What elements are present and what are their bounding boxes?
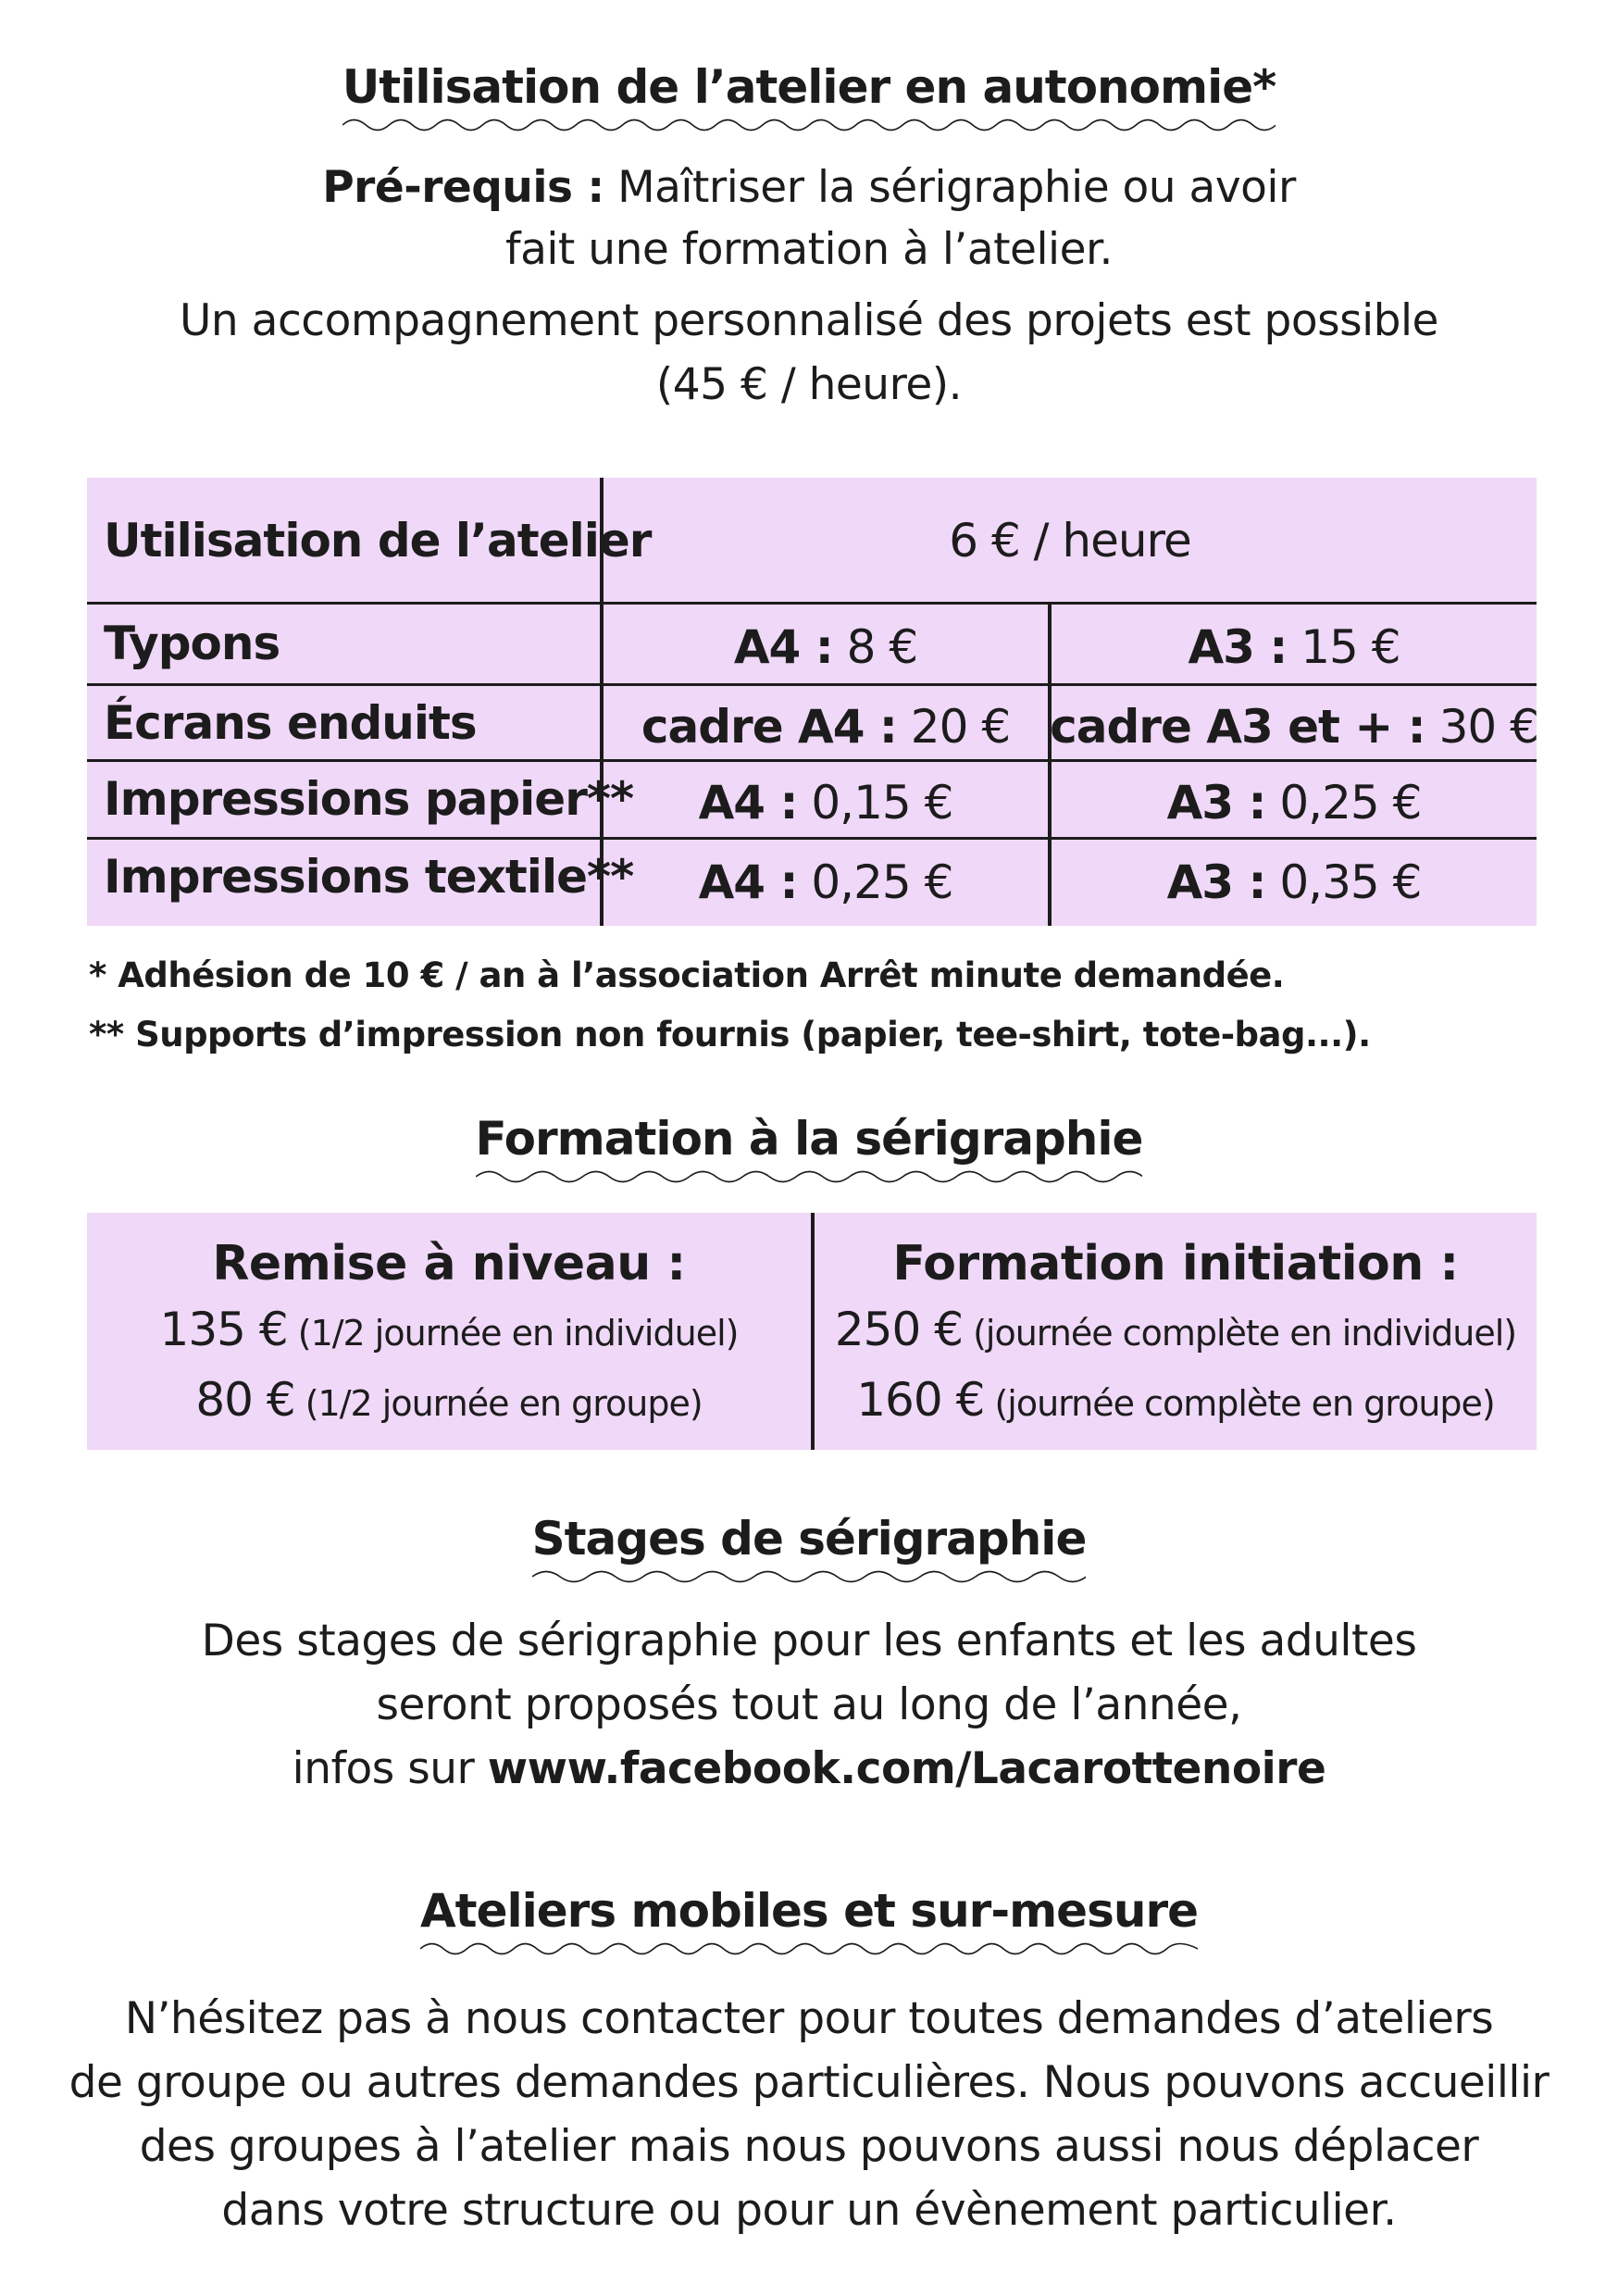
- accompagnement-paragraph: [0, 289, 1618, 417]
- remise-line: [87, 1366, 811, 1437]
- initiation-line: [815, 1296, 1537, 1366]
- stages-title: [0, 1511, 1618, 1583]
- price: 135 €: [159, 1303, 288, 1356]
- table-cell-value: [604, 689, 1048, 765]
- prereq-text-1: Maîtriser la sérigraphie ou avoir: [604, 162, 1296, 213]
- table-cell-value: [1052, 844, 1537, 920]
- table-cell-value: [604, 765, 1048, 841]
- mobiles-paragraph: [0, 1987, 1618, 2242]
- mobiles-text-4: dans votre structure ou pour un évènement particulier.: [221, 2185, 1397, 2236]
- format-label: A3 :: [1166, 855, 1266, 909]
- wave-underline: [420, 1939, 1198, 1959]
- format-label: A3 :: [1166, 776, 1266, 830]
- format-label: A4 :: [698, 855, 798, 909]
- price-detail: (1/2 journée en groupe): [294, 1383, 703, 1424]
- price: 30 €: [1425, 700, 1538, 754]
- price: 160 €: [856, 1373, 985, 1427]
- format-label: A3 :: [1188, 620, 1288, 674]
- footnote-adhesion: * Adhésion de 10 € / an à l’association Arrêt minute demandée.: [89, 955, 1285, 995]
- facebook-link[interactable]: www.facebook.com/Lacarottenoire: [487, 1743, 1326, 1794]
- table-cell-value: [1052, 607, 1537, 687]
- price: 20 €: [896, 700, 1011, 754]
- wave-underline: [476, 1167, 1143, 1187]
- stages-paragraph: [0, 1609, 1618, 1801]
- autonomie-title-text: Utilisation de l’atelier en autonomie*: [342, 60, 1276, 114]
- price: 250 €: [834, 1303, 963, 1356]
- format-label: cadre A4 :: [641, 700, 897, 754]
- table-cell-value: [604, 844, 1048, 920]
- format-label: cadre A3 et + :: [1050, 700, 1425, 754]
- prereq-label: Pré-requis :: [322, 162, 604, 213]
- mobiles-text-3: des groupes à l’atelier mais nous pouvons aussi nous déplacer: [139, 2121, 1479, 2172]
- mobiles-title: [0, 1883, 1618, 1955]
- price: 80 €: [195, 1373, 295, 1427]
- initiation-column: [815, 1231, 1537, 1437]
- table-cell-value: [1052, 765, 1537, 841]
- wave-underline: [532, 1566, 1087, 1587]
- stages-text-3: infos sur: [292, 1743, 488, 1794]
- mobiles-text-1: N’hésitez pas à nous contacter pour toutes demandes d’ateliers: [124, 1993, 1494, 2044]
- table-row-label: Typons: [104, 617, 280, 670]
- table-row-label: Utilisation de l’atelier: [104, 514, 652, 568]
- price-detail: (1/2 journée en individuel): [287, 1313, 739, 1354]
- table-row-label: Impressions papier**: [104, 772, 634, 826]
- price: 0,25 €: [1265, 776, 1422, 830]
- table-row-label: Écrans enduits: [104, 696, 477, 750]
- price: 0,15 €: [797, 776, 953, 830]
- remise-column: [87, 1231, 811, 1437]
- format-label: A4 :: [698, 776, 798, 830]
- initiation-line: [815, 1366, 1537, 1437]
- format-label: A4 :: [733, 620, 833, 674]
- accompagnement-text-2: (45 € / heure).: [655, 359, 963, 410]
- prereq-paragraph: [0, 156, 1618, 281]
- mobiles-text-2: de groupe ou autres demandes particulières. Nous pouvons accueillir: [68, 2057, 1550, 2108]
- initiation-heading: Formation initiation :: [892, 1236, 1459, 1292]
- price: 15 €: [1287, 620, 1400, 674]
- stages-text-2: seront proposés tout au long de l’année,: [376, 1679, 1242, 1730]
- price-detail: (journée complète en groupe): [984, 1383, 1495, 1424]
- wave-underline: [342, 115, 1276, 135]
- mobiles-title-text: Ateliers mobiles et sur-mesure: [419, 1884, 1199, 1938]
- price: 8 €: [832, 620, 918, 674]
- formation-title: [0, 1111, 1618, 1183]
- footnote-supports: ** Supports d’impression non fournis (papier, tee-shirt, tote-bag...).: [89, 1015, 1371, 1054]
- remise-line: [87, 1296, 811, 1366]
- table-cell-value: [1052, 689, 1537, 765]
- price-detail: (journée complète en individuel): [963, 1313, 1517, 1354]
- table-cell-value: 6 € / heure: [949, 514, 1191, 568]
- accompagnement-text-1: Un accompagnement personnalisé des projets est possible: [180, 295, 1438, 346]
- stages-text-1: Des stages de sérigraphie pour les enfants et les adultes: [201, 1616, 1417, 1666]
- stages-title-text: Stages de sérigraphie: [531, 1512, 1087, 1566]
- table-cell-value: [604, 607, 1048, 687]
- autonomie-title: [0, 59, 1618, 131]
- price: 0,35 €: [1265, 855, 1422, 909]
- table-row-label: Impressions textile**: [104, 850, 634, 904]
- prereq-text-2: fait une formation à l’atelier.: [505, 224, 1113, 275]
- remise-heading: Remise à niveau :: [212, 1236, 686, 1292]
- formation-title-text: Formation à la sérigraphie: [475, 1112, 1143, 1166]
- price: 0,25 €: [797, 855, 953, 909]
